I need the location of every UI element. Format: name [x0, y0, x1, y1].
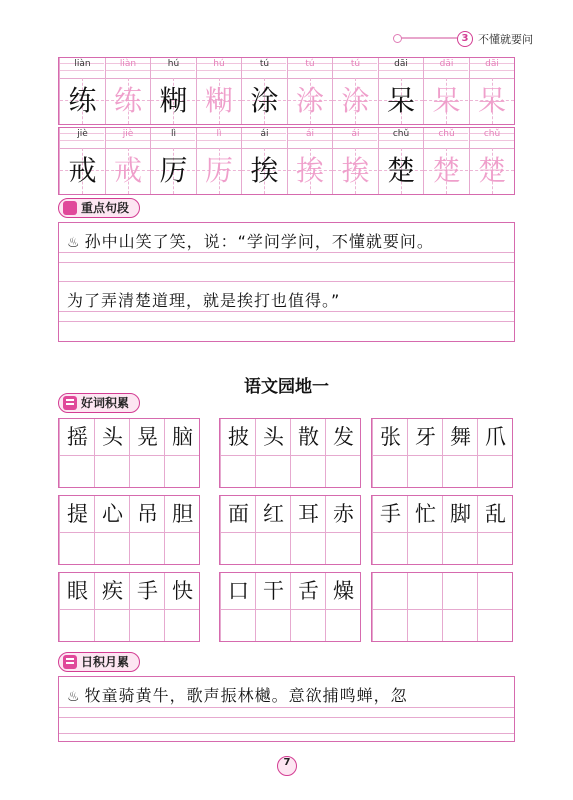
lesson-number-badge: 3: [457, 31, 473, 47]
word-cell: [59, 573, 94, 641]
hanzi: 楚: [432, 154, 461, 187]
word-char: 手: [380, 502, 401, 526]
word-group: [371, 418, 513, 488]
pinyin: tú: [350, 59, 361, 69]
word-char: 脑: [172, 425, 193, 449]
pinyin: chǔ: [392, 129, 410, 139]
grid-cell: [150, 58, 195, 124]
pinyin: ái: [260, 129, 269, 139]
word-cell: [255, 496, 290, 564]
grid-cell: [59, 58, 104, 124]
grid-cell: [241, 58, 286, 124]
word-group: [58, 495, 200, 565]
pinyin: tú: [305, 59, 315, 69]
word-char: 疾: [102, 579, 123, 603]
word-cell: [290, 496, 325, 564]
grid-cell: [150, 128, 195, 194]
word-char: 赤: [333, 502, 354, 526]
word-char: 舞: [450, 425, 471, 449]
hanzi: 厉: [204, 154, 233, 187]
grid-cell: [378, 58, 423, 124]
word-char: 胆: [172, 502, 193, 526]
hanzi: 呆: [386, 84, 415, 117]
word-cell: [407, 496, 442, 564]
grid-cell: [423, 128, 468, 194]
pinyin: lì: [216, 129, 222, 139]
grid-cell: [287, 128, 332, 194]
word-cell: [59, 496, 94, 564]
word-char: 爪: [485, 425, 506, 449]
section-label: 好词积累: [81, 396, 130, 410]
hanzi: 练: [113, 84, 142, 117]
word-group: [371, 495, 513, 565]
hanzi: 楚: [477, 154, 506, 187]
word-cell: [407, 419, 442, 487]
word-cell: [164, 573, 199, 641]
word-char: 披: [228, 425, 249, 449]
lesson-title: 不懂就要问: [478, 33, 533, 46]
pinyin: jiè: [77, 129, 88, 139]
pinyin: jiè: [122, 129, 134, 139]
pinyin: chǔ: [483, 129, 501, 139]
grid-cell: [241, 128, 286, 194]
grid-cell: [59, 128, 104, 194]
word-cell: [372, 496, 407, 564]
section-tag-key-sentences: [58, 198, 140, 218]
word-cell: [477, 573, 512, 641]
pinyin: dāi: [485, 59, 499, 69]
pinyin: dāi: [394, 59, 408, 69]
word-cell: [220, 419, 255, 487]
word-char: 晃: [137, 425, 158, 449]
word-group: [58, 418, 200, 488]
hanzi: 挨: [341, 154, 370, 187]
pinyin: ái: [305, 129, 314, 139]
wave-icon: ♨: [67, 235, 81, 251]
writing-grid-2: [58, 127, 515, 195]
wave-icon: ♨: [67, 689, 81, 705]
word-char: 头: [102, 425, 123, 449]
word-char: 心: [102, 502, 123, 526]
word-char: [373, 573, 408, 609]
pinyin: liàn: [74, 59, 91, 69]
pinyin: hú: [213, 59, 225, 69]
word-cell: [255, 419, 290, 487]
pinyin: dāi: [439, 59, 454, 69]
word-char: 张: [380, 425, 401, 449]
word-char: 快: [172, 579, 193, 603]
word-cell: [220, 496, 255, 564]
notebook-icon: [63, 396, 77, 410]
word-char: 手: [137, 579, 158, 603]
word-cell: [220, 573, 255, 641]
hanzi: 挨: [295, 154, 324, 187]
word-cell: [477, 419, 512, 487]
hanzi: 糊: [159, 84, 188, 117]
word-cell: [442, 496, 477, 564]
hanzi: 涂: [250, 84, 279, 117]
word-char: 舌: [298, 579, 319, 603]
word-cell: [129, 419, 164, 487]
pinyin: liàn: [119, 59, 137, 69]
word-char: 发: [333, 425, 354, 449]
word-char: 乱: [485, 502, 506, 526]
grid-cell: [105, 128, 150, 194]
word-cell: [255, 573, 290, 641]
word-char: 耳: [298, 502, 319, 526]
word-cell: [372, 419, 407, 487]
hanzi: 涂: [295, 84, 324, 117]
word-char: [478, 573, 513, 609]
word-cell: [129, 496, 164, 564]
word-char: 摇: [67, 425, 88, 449]
word-cell: [94, 496, 129, 564]
pinyin: chǔ: [438, 129, 455, 139]
pinyin: lì: [170, 129, 176, 139]
grid-cell: [287, 58, 332, 124]
word-cell: [59, 419, 94, 487]
section-tag-good-words: [58, 393, 140, 413]
hanzi: 呆: [477, 84, 506, 117]
word-group: [219, 418, 361, 488]
page-title: 语文园地一: [244, 377, 329, 397]
word-cell: [164, 419, 199, 487]
hanzi: 厉: [159, 154, 188, 187]
word-cell: [164, 496, 199, 564]
word-char: 口: [228, 579, 249, 603]
writing-grid-1: [58, 57, 515, 125]
hanzi: 戒: [113, 154, 142, 187]
trophy-icon: [63, 201, 77, 215]
hanzi: 练: [68, 84, 97, 117]
notebook-icon: [63, 655, 77, 669]
hanzi: 糊: [204, 84, 233, 117]
grid-cell: [196, 128, 241, 194]
header-dot-icon: [393, 34, 402, 43]
word-char: 牙: [415, 425, 436, 449]
word-cell: [442, 573, 477, 641]
grid-cell: [332, 58, 377, 124]
word-cell: [477, 496, 512, 564]
word-char: 头: [263, 425, 284, 449]
word-cell: [290, 419, 325, 487]
word-char: 眼: [67, 579, 88, 603]
word-cell: [372, 573, 407, 641]
header-decoration: [395, 37, 457, 39]
poem-box: [58, 676, 515, 742]
sentence-line-1: ♨ 孙中山笑了笑，说：“学问学问，不懂就要问。: [67, 232, 434, 251]
grid-cell: [469, 128, 514, 194]
word-cell: [129, 573, 164, 641]
grid-cell: [105, 58, 150, 124]
grid-cell: [423, 58, 468, 124]
section-tag-daily: [58, 652, 140, 672]
poem-line-1: ♨ 牧童骑黄牛，歌声振林樾。意欲捕鸣蝉，忽: [67, 686, 408, 705]
word-group: [219, 495, 361, 565]
word-cell: [442, 419, 477, 487]
grid-cell: [332, 128, 377, 194]
word-cell: [290, 573, 325, 641]
key-sentence-box: [58, 222, 515, 342]
sentence-line-2: 为了弄清楚道理，就是挨打也值得。”: [67, 291, 341, 310]
hanzi: 涂: [341, 84, 370, 117]
grid-cell: [469, 58, 514, 124]
word-cell: [325, 496, 360, 564]
page-number: 7: [277, 756, 297, 776]
word-cell: [94, 573, 129, 641]
pinyin: tú: [259, 59, 270, 69]
word-group: [58, 572, 200, 642]
word-char: 提: [67, 502, 88, 526]
word-char: 忙: [415, 502, 436, 526]
word-char: 干: [263, 579, 284, 603]
word-char: 燥: [333, 579, 354, 603]
hanzi: 戒: [68, 154, 97, 187]
hanzi: 挨: [250, 154, 279, 187]
word-char: [443, 573, 478, 609]
word-char: 脚: [450, 502, 471, 526]
word-char: [408, 573, 443, 609]
word-cell: [94, 419, 129, 487]
hanzi: 呆: [432, 84, 461, 117]
word-cell: [325, 573, 360, 641]
word-cell: [325, 419, 360, 487]
grid-cell: [378, 128, 423, 194]
word-group: [219, 572, 361, 642]
word-char: 吊: [137, 502, 158, 526]
word-char: 面: [228, 502, 249, 526]
word-group: [371, 572, 513, 642]
hanzi: 楚: [386, 154, 415, 187]
word-char: 红: [263, 502, 284, 526]
word-cell: [407, 573, 442, 641]
pinyin: ái: [351, 129, 360, 139]
pinyin: hú: [167, 59, 180, 69]
section-label: 日积月累: [81, 655, 130, 669]
grid-cell: [196, 58, 241, 124]
word-char: 散: [298, 425, 319, 449]
section-label: 重点句段: [81, 201, 130, 215]
